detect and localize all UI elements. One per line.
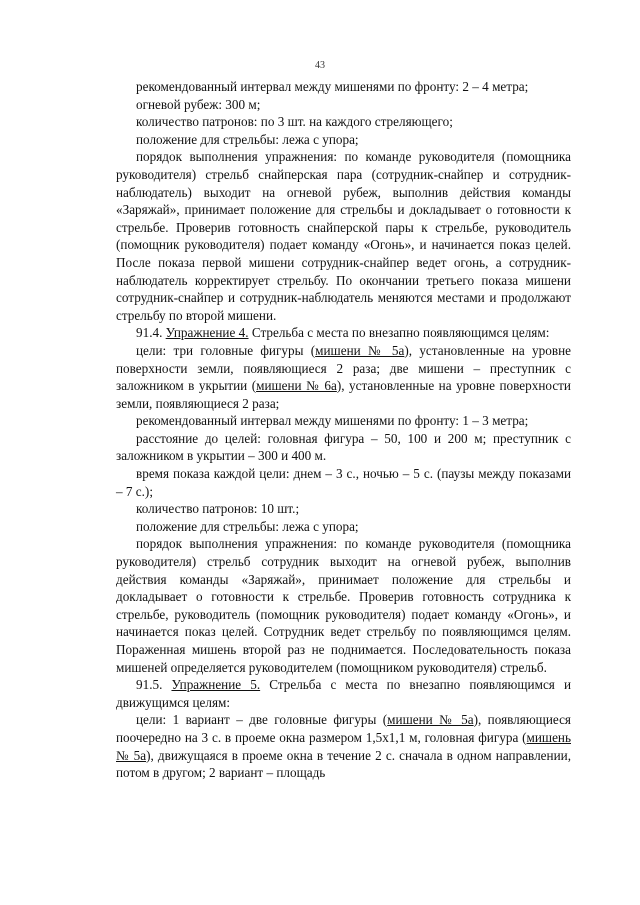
text-run: ), движущаяся в проеме окна в течение 2 с. сначала в одном направлении, потом в другом; 2 вариант – площадь [116,747,572,781]
paragraph: рекомендованный интервал между мишенями по фронту: 1 – 3 метра; [136,413,529,429]
paragraph: порядок выполнения упражнения: по команде руководителя (помощника руководителя) стрельб сотрудник выходит на огневой рубеж, выполнив действия команды «Заряжай», принимает положение для стрельбы и докладывает о готовности к стрельбе. Проверив готовность сотрудника к стрельбе, руководитель (помощник руководителя) подает команду «Огонь», и начинается показ целей. Сотрудник ведет стрельбу по появляющимся целям. Пораженная мишень второй раз не поднимается. Последовательность показа мишеней определяется руководителем (помощником руководителя) стрельб. [116,536,571,675]
section-number: 91.5. [136,677,172,693]
text-run: ), появляющиеся поочередно на 3 с. в проеме окна размером 1,5х1,1 м, головная фигура ( [116,712,571,745]
text-run: цели: 1 вариант – две головные фигуры ( [136,712,388,728]
exercise-title-link: Упражнение 5. [171,677,261,693]
paragraph: количество патронов: по 3 шт. на каждого стреляющего; [136,114,453,130]
exercise-description: Стрельба с места по внезапно появляющимся целям: [248,325,550,341]
document-body [116,78,571,782]
paragraph: порядок выполнения упражнения: по команде руководителя (помощника руководителя) стрельб снайперская пара (сотрудник-снайпер и сотрудник-наблюдатель) выходит на огневой рубеж, выполнив действия команды «Заряжай», принимает положение для стрельбы и докладывает о готовности к стрельбе. Проверив готовность снайперской пары к стрельбе, руководитель (помощник руководителя) подает команду «Огонь», и начинается показ целей. После показа первой мишени сотрудник-снайпер ведет огонь, а сотрудник-наблюдатель корректирует стрельбу. По окончании третьего показа мишени сотрудник-снайпер и сотрудник-наблюдатель меняются местами и продолжают стрельбу по второй мишени. [116,149,571,323]
paragraph: время показа каждой цели: днем – 3 с., ночью – 5 с. (паузы между показами – 7 с.); [116,466,571,499]
paragraph: огневой рубеж: 300 м; [136,96,261,112]
section-number: 91.4. [136,325,166,341]
exercise-description: Стрельба с места по внезапно появляющимся и движущимся целям: [116,677,572,710]
paragraph: положение для стрельбы: лежа с упора; [136,518,359,534]
target-reference: мишени № 5а [387,712,474,728]
paragraph-targets [116,711,571,781]
paragraph: положение для стрельбы: лежа с упора; [136,131,359,147]
target-reference: мишени № 5а [315,342,405,358]
paragraph-targets [116,342,571,412]
paragraph: количество патронов: 10 шт.; [136,501,300,517]
exercise-title-link: Упражнение 4. [165,325,249,341]
text-run: ), установленные на уровне поверхности земли, появляющиеся 2 раза; две мишени – преступник с заложником в укрытии ( [116,342,571,394]
paragraph: рекомендованный интервал между мишенями по фронту: 2 – 4 метра; [136,79,529,94]
text-run: ), установленные на уровне поверхности земли, появляющиеся 2 раза; [116,378,571,411]
page-number: 43 [315,60,325,71]
paragraph: расстояние до целей: головная фигура – 50, 100 и 200 м; преступник с заложником в укрытии – 300 и 400 м. [116,430,571,464]
target-reference: мишени № 6а [256,378,337,394]
exercise-4-heading [116,324,571,342]
exercise-5-heading [116,676,571,711]
text-run: цели: три головные фигуры ( [136,342,316,358]
target-reference: мишень № 5а [116,729,571,763]
